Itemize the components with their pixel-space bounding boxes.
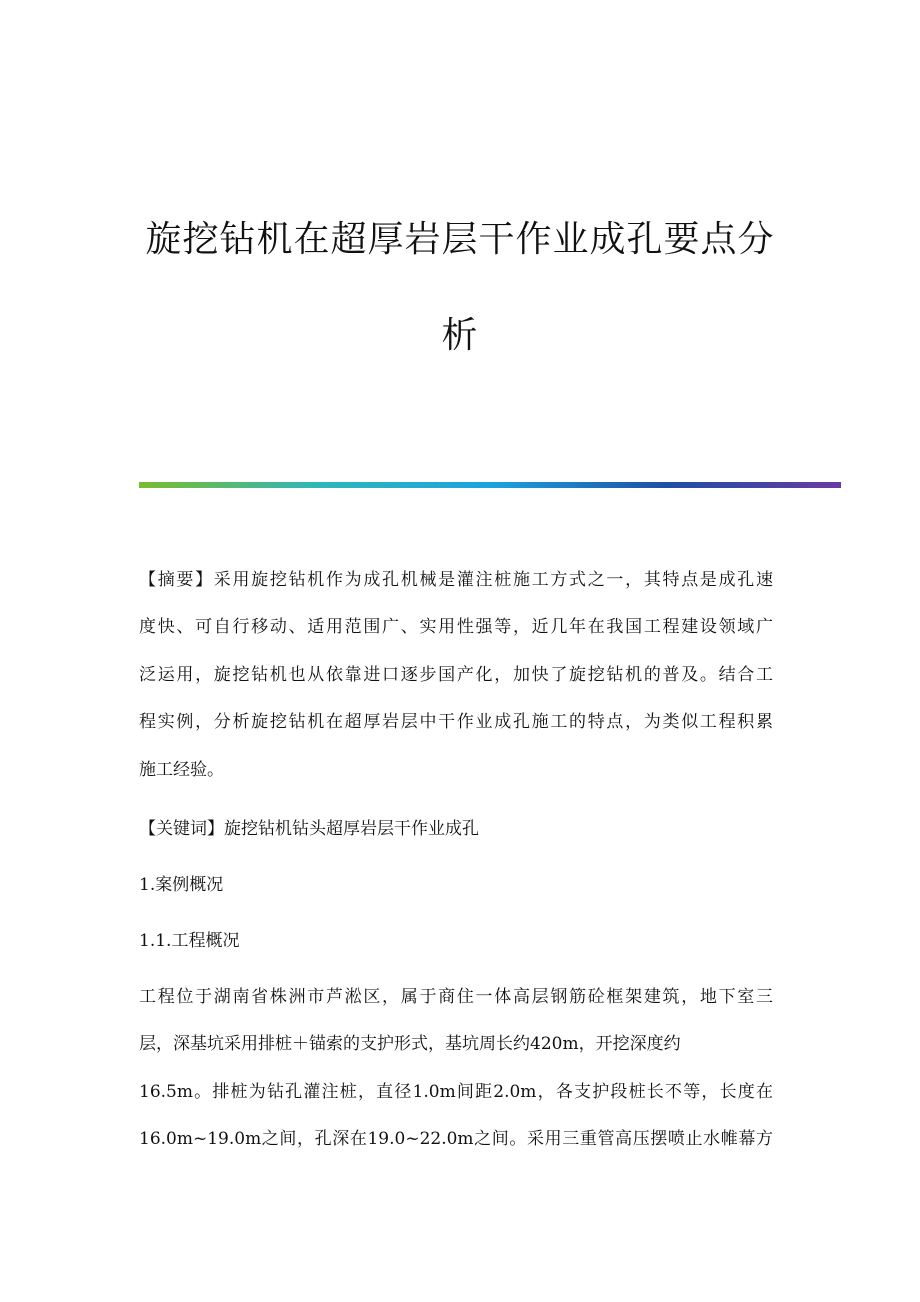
body-line: 16.5m。排桩为钻孔灌注桩，直径1.0m间距2.0m，各支护段桩长不等，长度在 xyxy=(139,1082,773,1102)
section-heading-1: 1.案例概况 xyxy=(139,875,224,895)
section-heading-1-1: 1.1.工程概况 xyxy=(139,931,240,951)
title-divider xyxy=(139,482,841,488)
body-line: 16.0m~19.0m之间，孔深在19.0~22.0m之间。采用三重管高压摆喷止水帷幕方 xyxy=(139,1129,773,1149)
body-line: 层，深基坑采用排桩＋锚索的支护形式，基坑周长约420m，开挖深度约 xyxy=(139,1034,681,1054)
document-title-line-2: 析 xyxy=(441,315,479,356)
abstract-line: 程实例，分析旋挖钻机在超厚岩层中干作业成孔施工的特点，为类似工程积累 xyxy=(139,712,773,732)
keywords: 【关键词】旋挖钻机钻头超厚岩层干作业成孔 xyxy=(139,819,479,839)
document-title-line-1: 旋挖钻机在超厚岩层干作业成孔要点分 xyxy=(145,219,775,260)
abstract-line: 【摘要】采用旋挖钻机作为成孔机械是灌注桩施工方式之一，其特点是成孔速 xyxy=(139,570,773,590)
abstract-line: 泛运用，旋挖钻机也从依靠进口逐步国产化，加快了旋挖钻机的普及。结合工 xyxy=(139,665,773,685)
abstract-line: 施工经验。 xyxy=(139,760,224,780)
body-line: 工程位于湖南省株洲市芦淞区，属于商住一体高层钢筋砼框架建筑，地下室三 xyxy=(139,987,773,1007)
abstract-line: 度快、可自行移动、适用范围广、实用性强等，近几年在我国工程建设领域广 xyxy=(139,617,773,637)
